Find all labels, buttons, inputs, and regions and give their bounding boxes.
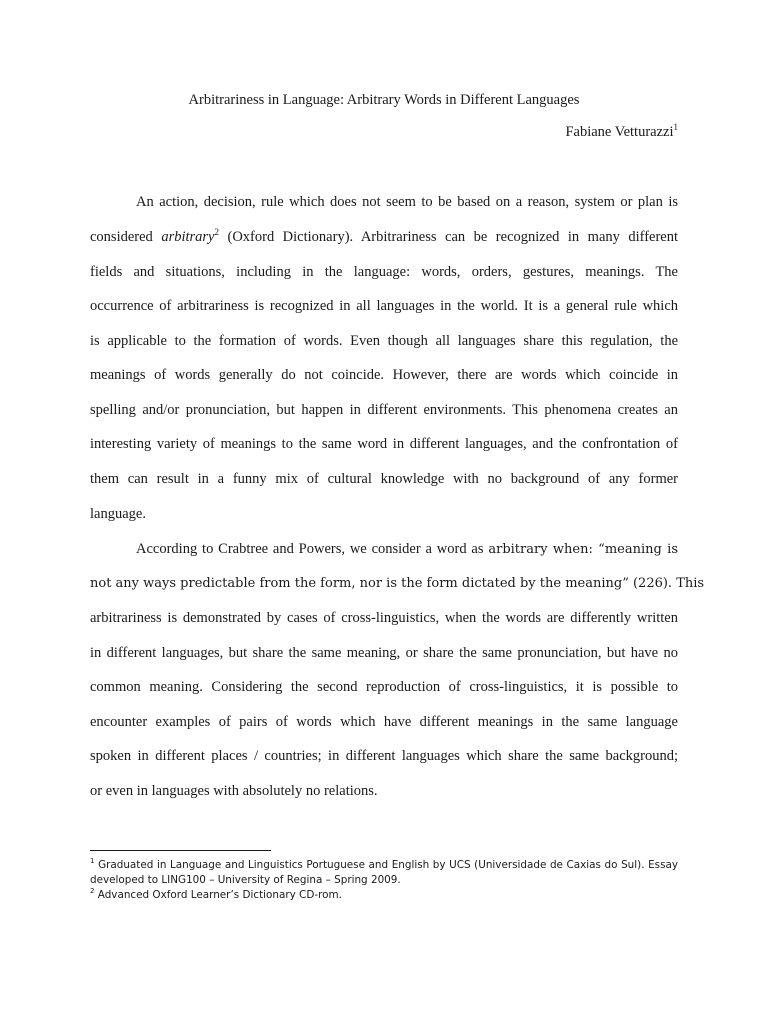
footnote-2-text: Advanced Oxford Learner’s Dictionary CD-rom.: [97, 889, 342, 901]
footnote-ref-2[interactable]: 2: [214, 227, 219, 237]
paragraph-2-line-6: encounter examples of pairs of words which have different meanings in the same language: [90, 714, 678, 730]
paragraph-2-line-7: spoken in different places / countries; in different languages which share the same background;: [90, 748, 678, 764]
paragraph-1-line-10: language.: [90, 506, 146, 522]
footnote-2-mark: 2: [90, 887, 95, 895]
footnote-1-line-2: developed to LING100 – University of Regina – Spring 2009.: [90, 874, 401, 886]
paragraph-1-line-2: [90, 227, 678, 247]
author-name: Fabiane Vetturazzi: [565, 124, 674, 140]
paragraph-2-line-8: or even in languages with absolutely no relations.: [90, 783, 378, 799]
text-run: According to Crabtree and Powers, we consider a word as: [136, 541, 484, 557]
paragraph-2-line-1: [90, 539, 678, 559]
paragraph-1-line-8: interesting variety of meanings to the same word in different languages, and the confrontation of: [90, 436, 678, 452]
paragraph-2-line-4: in different languages, but share the same meaning, or share the same pronunciation, but have no: [90, 645, 678, 661]
paragraph-1-line-1: An action, decision, rule which does not seem to be based on a reason, system or plan is: [136, 194, 678, 210]
paragraph-1-line-7: spelling and/or pronunciation, but happen in different environments. This phenomena creates an: [90, 402, 678, 418]
paragraph-1-line-6: meanings of words generally do not coincide. However, there are words which coincide in: [90, 367, 678, 383]
footnote-2: [90, 887, 678, 903]
quoted-definition: arbitrary when: “meaning is: [488, 542, 678, 557]
text-run: (Oxford Dictionary). Arbitrariness can be recognized in many different: [227, 229, 679, 245]
paragraph-1-line-5: is applicable to the formation of words. Even though all languages share this regulation, the: [90, 333, 678, 349]
author-line: [565, 123, 678, 141]
quoted-definition: not any ways predictable from the form, nor is the form dictated by the meaning” (226). This: [90, 576, 705, 591]
text-run: considered: [90, 229, 153, 245]
paragraph-1-line-9: them can result in a funny mix of cultural knowledge with no background of any former: [90, 471, 678, 487]
footnote-1-mark: 1: [90, 857, 95, 865]
footnote-ref-1[interactable]: 1: [673, 122, 678, 132]
paragraph-2-line-5: common meaning. Considering the second reproduction of cross-linguistics, it is possible to: [90, 679, 678, 695]
document-title: Arbitrariness in Language: Arbitrary Words in Different Languages: [188, 92, 580, 108]
paragraph-1-line-4: occurrence of arbitrariness is recognized in all languages in the world. It is a general rule which: [90, 298, 678, 314]
paragraph-2-line-2: [90, 573, 705, 593]
footnote-divider: [90, 850, 271, 851]
italic-term: arbitrary: [161, 229, 215, 245]
footnote-1-text: Graduated in Language and Linguistics Portuguese and English by UCS (Universidade de Caxias do Sul). Essay: [98, 859, 678, 871]
footnote-1-line-1: [90, 857, 678, 873]
paragraph-2-line-3: arbitrariness is demonstrated by cases of cross-linguistics, when the words are differently written: [90, 610, 678, 626]
paragraph-1-line-3: fields and situations, including in the language: words, orders, gestures, meanings. The: [90, 264, 678, 280]
